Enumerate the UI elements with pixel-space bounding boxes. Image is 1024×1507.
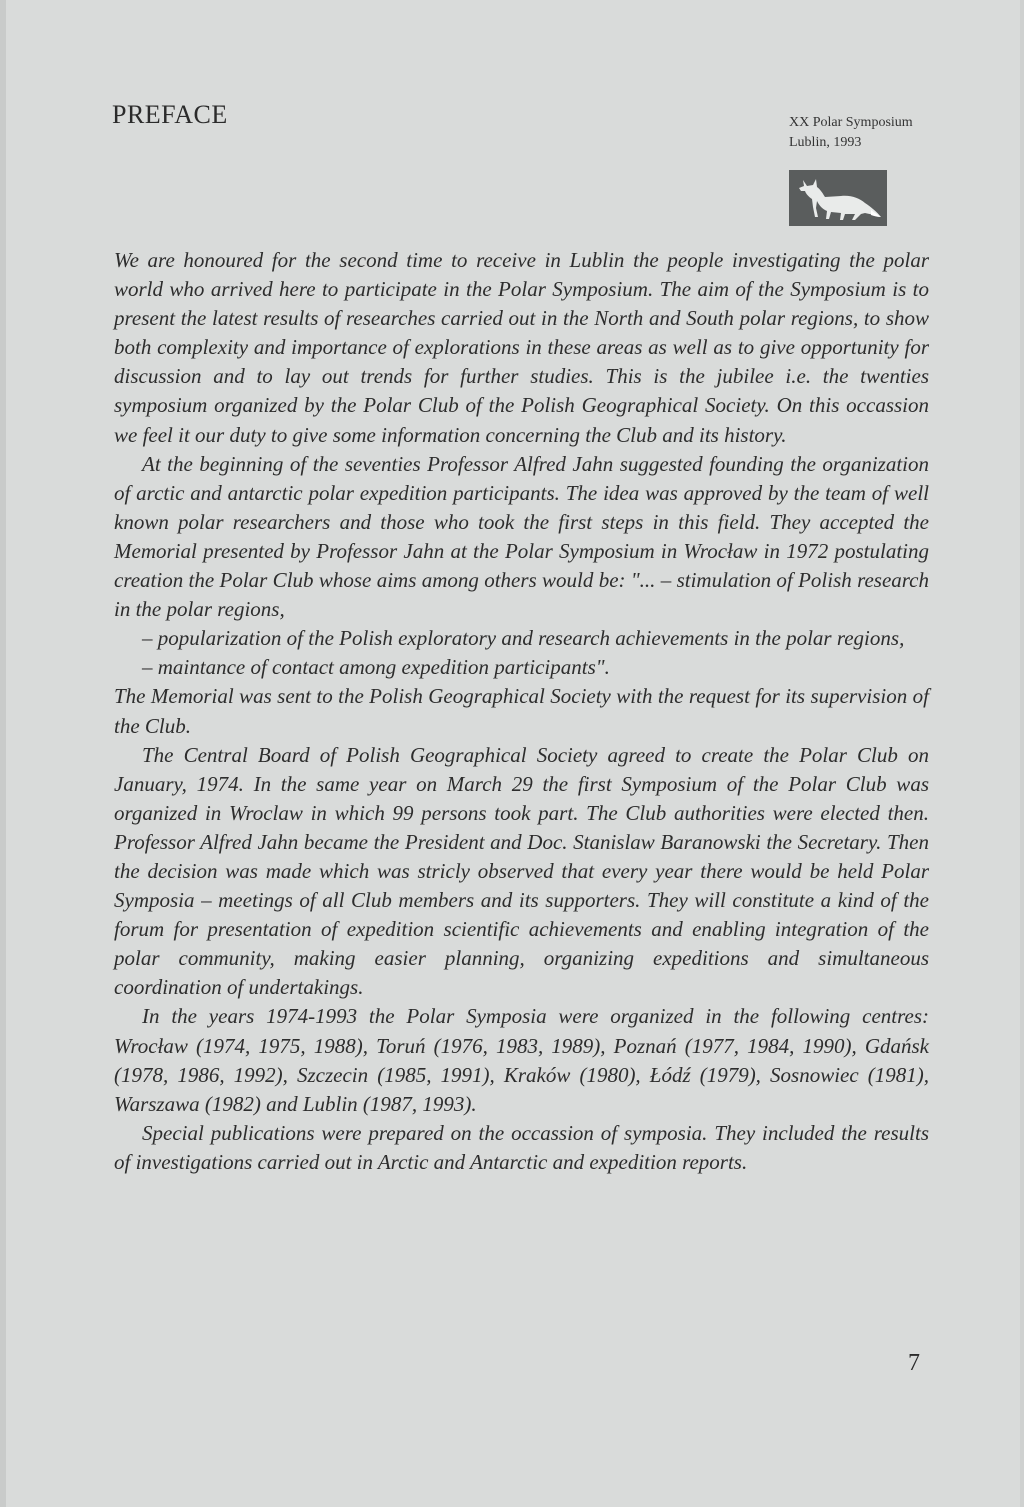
page-edge-right (1020, 0, 1024, 1507)
arctic-fox-icon (789, 170, 887, 226)
symposium-name: XX Polar Symposium (789, 115, 913, 130)
page-number: 7 (908, 1350, 920, 1376)
symposium-place-year: Lublin, 1993 (789, 135, 862, 150)
paragraph-aim-popularization: – popularization of the Polish exploratory and research achievements in the polar regions, (142, 626, 905, 651)
page-title: PREFACE (112, 100, 228, 129)
paragraph-aim-contact: – maintance of contact among expedition participants". (142, 655, 610, 680)
paragraph-intro: We are honoured for the second time to receive in Lublin the people investigating the polar world who arrived here to participate in the Polar Symposium. The aim of the Symposium is to present the latest results of researches carried out in the North and South polar regions, to show both complexity and importance of explorations in these areas as well as to give opportunity for discussion and to lay out trends for further studies. This is the jubilee i.e. the twenties symposium organized by the Polar Club of the Polish Geographical Society. On this occassion we feel it our duty to give some information concerning the Club and its history. (114, 248, 929, 447)
page-edge-left (0, 0, 6, 1507)
paragraph-memorial: The Memorial was sent to the Polish Geographical Society with the request for its supervision of the Club. (114, 684, 929, 738)
paragraph-publications: Special publications were prepared on the occassion of symposia. They included the results of investigations carried out in Arctic and Antarctic and expedition reports. (114, 1120, 929, 1174)
symposium-info (789, 113, 913, 153)
paragraph-history: At the beginning of the seventies Professor Alfred Jahn suggested founding the organization of arctic and antarctic polar expedition participants. The idea was approved by the team of well known polar researchers and those who took the first steps in this field. They accepted the Memorial presented by Professor Jahn at the Polar Symposium in Wrocław in 1972 postulating creation the Polar Club whose aims among others would be: "... – stimulation of Polish research in the polar regions, (114, 451, 929, 622)
paragraph-founding: The Central Board of Polish Geographical Society agreed to create the Polar Club on January, 1974. In the same year on March 29 the first Symposium of the Polar Club was organized in Wroclaw in which 99 persons took part. The Club authorities were elected then. Professor Alfred Jahn became the President and Doc. Stanislaw Baranowski the Secretary. Then the decision was made which was stricly observed that every year there would be held Polar Symposia – meetings of all Club members and its supporters. They will constitute a kind of the forum for presentation of expedition scientific achievements and enabling integration of the polar community, making easier planning, organizing expeditions and simultaneous coordination of undertakings. (114, 742, 929, 1000)
paragraph-centres: In the years 1974-1993 the Polar Symposia were organized in the following centres: Wrocław (1974, 1975, 1988), Toruń (1976, 1983, 1989), Poznań (1977, 1984, 1990), Gdańsk (1978, 1986, 1992), Szczecin (1985, 1991), Kraków (1980), Łódź (1979), Sosnowiec (1981), Warszawa (1982) and Lublin (1987, 1993). (114, 1004, 929, 1116)
preface-body (114, 246, 929, 1177)
